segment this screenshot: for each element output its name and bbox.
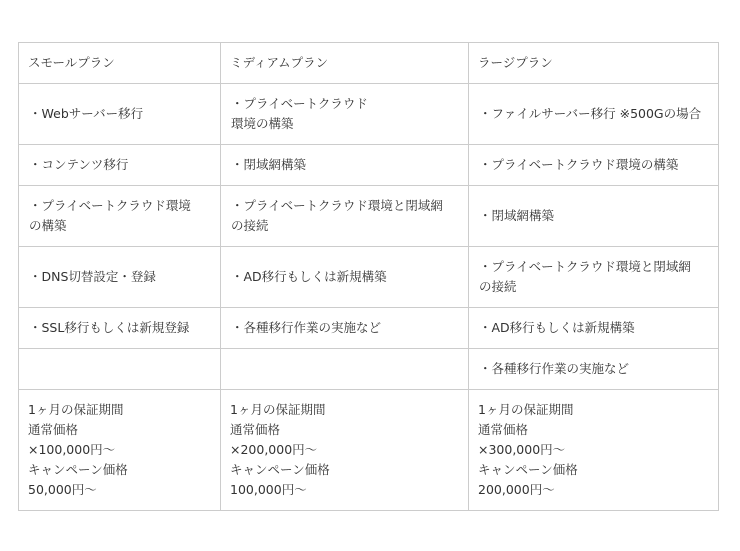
table-cell: ・プライベートクラウド環境の構築 (469, 145, 719, 186)
table-cell: ・コンテンツ移行 (19, 145, 221, 186)
table-cell: ・Webサーバー移行 (19, 84, 221, 145)
table-cell: ・閉域網構築 (469, 186, 719, 247)
guarantee-text: 1ヶ月の保証期間 (478, 402, 574, 417)
table-cell: ・プライベートクラウド 環境の構築 (221, 84, 469, 145)
table-row (19, 186, 719, 247)
table-cell: ・プライベートクラウド環境と閉域網 の接続 (469, 247, 719, 308)
guarantee-text: 1ヶ月の保証期間 (230, 402, 326, 417)
pricing-row (19, 390, 719, 511)
regular-price: ×200,000円〜 (230, 442, 318, 457)
pricing-cell-medium (221, 390, 469, 511)
guarantee-text: 1ヶ月の保証期間 (28, 402, 124, 417)
table-cell: ・ファイルサーバー移行 ※500Gの場合 (469, 84, 719, 145)
table-cell: ・各種移行作業の実施など (221, 308, 469, 349)
table-row (19, 145, 719, 186)
campaign-price-label: キャンペーン価格 (478, 462, 578, 477)
table-cell: ・AD移行もしくは新規構築 (469, 308, 719, 349)
regular-price: ×100,000円〜 (28, 442, 116, 457)
table-cell-empty (19, 349, 221, 390)
table-row (19, 349, 719, 390)
table-row (19, 247, 719, 308)
table-header-row (19, 43, 719, 84)
pricing-cell-large (469, 390, 719, 511)
header-large-plan: ラージプラン (469, 43, 719, 84)
regular-price: ×300,000円〜 (478, 442, 566, 457)
table-cell: ・SSL移行もしくは新規登録 (19, 308, 221, 349)
pricing-cell-small (19, 390, 221, 511)
table-cell: ・プライベートクラウド環境と閉域網 の接続 (221, 186, 469, 247)
table-cell: ・各種移行作業の実施など (469, 349, 719, 390)
campaign-price: 200,000円〜 (478, 482, 555, 497)
table-cell: ・閉域網構築 (221, 145, 469, 186)
table-row (19, 308, 719, 349)
table-cell-empty (221, 349, 469, 390)
table-row (19, 84, 719, 145)
campaign-price: 50,000円〜 (28, 482, 97, 497)
campaign-price-label: キャンペーン価格 (28, 462, 128, 477)
table-cell: ・AD移行もしくは新規構築 (221, 247, 469, 308)
header-medium-plan: ミディアムプラン (221, 43, 469, 84)
table-cell: ・プライベートクラウド環境 の構築 (19, 186, 221, 247)
campaign-price-label: キャンペーン価格 (230, 462, 330, 477)
regular-price-label: 通常価格 (478, 422, 529, 437)
plan-comparison-table (18, 42, 719, 511)
header-small-plan: スモールプラン (19, 43, 221, 84)
regular-price-label: 通常価格 (230, 422, 281, 437)
regular-price-label: 通常価格 (28, 422, 79, 437)
table-cell: ・DNS切替設定・登録 (19, 247, 221, 308)
campaign-price: 100,000円〜 (230, 482, 307, 497)
